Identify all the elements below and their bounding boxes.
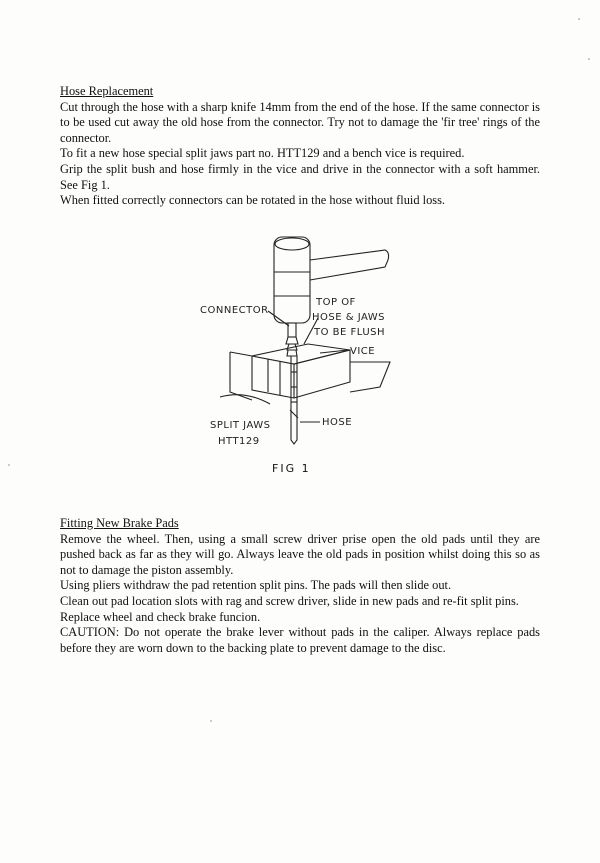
paragraph: Remove the wheel. Then, using a small screw driver prise open the old pads until they are pushed back as far as they will go. Always leave the old pads in position whilst doing this so as not to damage the piston assembly.	[60, 531, 540, 577]
section-heading: Hose Replacement	[60, 84, 154, 98]
scan-speck	[588, 58, 590, 60]
label-flush: TO BE FLUSH	[314, 327, 386, 338]
label-connector: CONNECTOR	[200, 305, 269, 316]
figure-caption: FIG 1	[272, 462, 311, 475]
hammer-face	[275, 238, 309, 250]
label-split-jaws: SPLIT JAWS	[210, 420, 271, 431]
label-hose-jaws: HOSE & JAWS	[312, 312, 386, 323]
bench	[230, 352, 390, 400]
paragraph: CAUTION: Do not operate the brake lever without pads in the caliper. Always replace pads before they are worn down to the backing plate to prevent damage to the disc.	[60, 625, 540, 655]
connector-shape	[288, 323, 296, 337]
hose-replacement-section	[60, 84, 540, 209]
paragraph: When fitted correctly connectors can be rotated in the hose without fluid loss.	[60, 193, 446, 208]
brake-pads-section	[60, 516, 540, 656]
paragraph: Cut through the hose with a sharp knife 14mm from the end of the hose. If the same connector is to be used cut away the old hose from the connector. Try not to damage the 'fir tree' rings of the connector.	[60, 99, 540, 145]
paragraph: Replace wheel and check brake funcion.	[60, 609, 261, 624]
scan-speck	[210, 720, 212, 722]
paragraph: To fit a new hose special split jaws part no. HTT129 and a bench vice is required.	[60, 146, 465, 161]
label-part-no: HTT129	[218, 436, 260, 447]
hammer-handle	[310, 250, 389, 280]
section-heading: Fitting New Brake Pads	[60, 516, 179, 530]
paragraph: Grip the split bush and hose firmly in the vice and drive in the connector with a soft hammer. See Fig 1.	[60, 161, 540, 192]
label-vice: VICE	[350, 346, 376, 357]
paragraph: Clean out pad location slots with rag and screw driver, slide in new pads and re-fit split pins.	[60, 593, 519, 608]
scan-speck	[578, 18, 580, 20]
label-hose: HOSE	[322, 417, 353, 428]
fig1-diagram	[190, 232, 420, 482]
scan-speck	[8, 464, 10, 466]
paragraph: Using pliers withdraw the pad retention split pins. The pads will then slide out.	[60, 578, 452, 593]
label-top-of: TOP OF	[316, 297, 356, 308]
